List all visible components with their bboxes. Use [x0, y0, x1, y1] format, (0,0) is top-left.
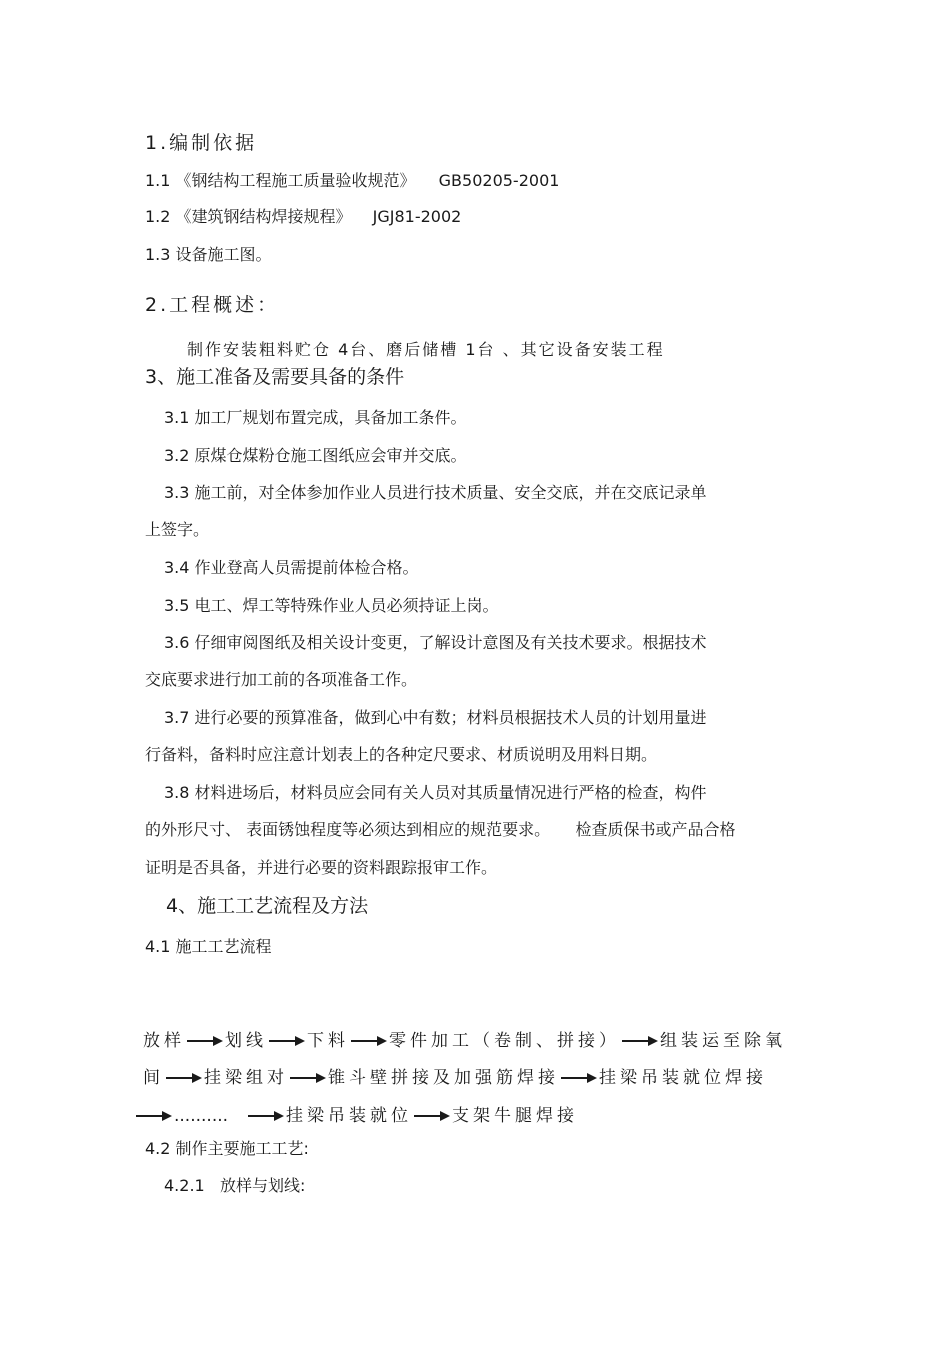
arrow-right-icon	[136, 1110, 172, 1122]
para-3-6-line2: 交底要求进行加工前的各项准备工作。	[145, 670, 418, 689]
flow-line-3	[134, 1105, 578, 1127]
ref-num: 1.1	[145, 171, 171, 190]
ref-num: 1.3	[145, 245, 171, 264]
flow-step: 间	[143, 1068, 164, 1088]
para-3-2: 3.2 原煤仓煤粉仓施工图纸应会审并交底。	[164, 446, 467, 465]
subsection-4-2-1: 4.2.1 放样与划线:	[164, 1176, 306, 1195]
section-1-title: 1.编制依据	[145, 132, 258, 154]
para-3-8-line3: 证明是否具备，并进行必要的资料跟踪报审工作。	[145, 858, 498, 877]
flow-step: 下料	[307, 1031, 349, 1051]
ref-text: 《钢结构工程施工质量验收规范》	[175, 171, 416, 190]
arrow-right-icon	[351, 1035, 387, 1047]
arrow-right-icon	[414, 1110, 450, 1122]
para-3-5: 3.5 电工、焊工等特殊作业人员必须持证上岗。	[164, 596, 499, 615]
arrow-right-icon	[269, 1035, 305, 1047]
para-3-3-line2: 上签字。	[145, 520, 210, 539]
para-3-6-line1: 3.6 仔细审阅图纸及相关设计变更，了解设计意图及有关技术要求。根据技术	[164, 633, 707, 652]
arrow-right-icon	[561, 1072, 597, 1084]
para-3-8-line1: 3.8 材料进场后，材料员应会同有关人员对其质量情况进行严格的检查，构件	[164, 783, 707, 802]
arrow-right-icon	[290, 1072, 326, 1084]
section-2-title: 2.工程概述：	[145, 294, 280, 316]
flow-step: 挂梁吊装就位焊接	[599, 1068, 767, 1088]
flow-ellipsis: ..........	[174, 1106, 229, 1126]
ref-item-3	[145, 245, 272, 265]
section-4-title: 4、施工工艺流程及方法	[166, 895, 369, 917]
subsection-4-1: 4.1 施工工艺流程	[145, 937, 272, 956]
para-3-8-line2: 的外形尺寸、 表面锈蚀程度等必须达到相应的规范要求。 检查质保书或产品合格	[145, 820, 736, 839]
flow-step: 挂梁吊装就位	[286, 1106, 413, 1126]
ref-item-2	[145, 207, 461, 227]
subsection-4-2: 4.2 制作主要施工工艺:	[145, 1139, 309, 1158]
arrow-right-icon	[248, 1110, 284, 1122]
flow-line-2	[143, 1067, 767, 1089]
ref-text: 设备施工图。	[175, 245, 272, 264]
flow-step: 放样	[143, 1031, 185, 1051]
para-3-7-line1: 3.7 进行必要的预算准备，做到心中有数；材料员根据技术人员的计划用量进	[164, 708, 707, 727]
para-3-1: 3.1 加工厂规划布置完成，具备加工条件。	[164, 408, 467, 427]
section-3-title: 3、施工准备及需要具备的条件	[145, 366, 405, 388]
flow-line-1	[143, 1030, 786, 1052]
flow-step: 锥斗壁拼接及加强筋焊接	[328, 1068, 559, 1088]
ref-text: 《建筑钢结构焊接规程》	[175, 207, 352, 226]
ref-num: 1.2	[145, 207, 171, 226]
ref-code: JGJ81-2002	[372, 207, 462, 226]
flow-step: 零件加工（卷制、拼接）	[389, 1031, 620, 1051]
section-2-body: 制作安装粗料贮仓 4台、磨后储槽 1台 、其它设备安装工程	[187, 340, 665, 359]
arrow-right-icon	[166, 1072, 202, 1084]
para-3-3-line1: 3.3 施工前，对全体参加作业人员进行技术质量、安全交底，并在交底记录单	[164, 483, 707, 502]
flow-step: 支架牛腿焊接	[452, 1106, 579, 1126]
para-3-7-line2: 行备料，备料时应注意计划表上的各种定尺要求、材质说明及用料日期。	[145, 745, 658, 764]
flow-step: 挂梁组对	[204, 1068, 288, 1088]
arrow-right-icon	[622, 1035, 658, 1047]
flow-step: 组装运至除氧	[660, 1031, 786, 1051]
arrow-right-icon	[187, 1035, 223, 1047]
ref-item-1	[145, 171, 559, 191]
ref-code: GB50205-2001	[438, 171, 560, 190]
para-3-4: 3.4 作业登高人员需提前体检合格。	[164, 558, 419, 577]
flow-step: 划线	[225, 1031, 267, 1051]
